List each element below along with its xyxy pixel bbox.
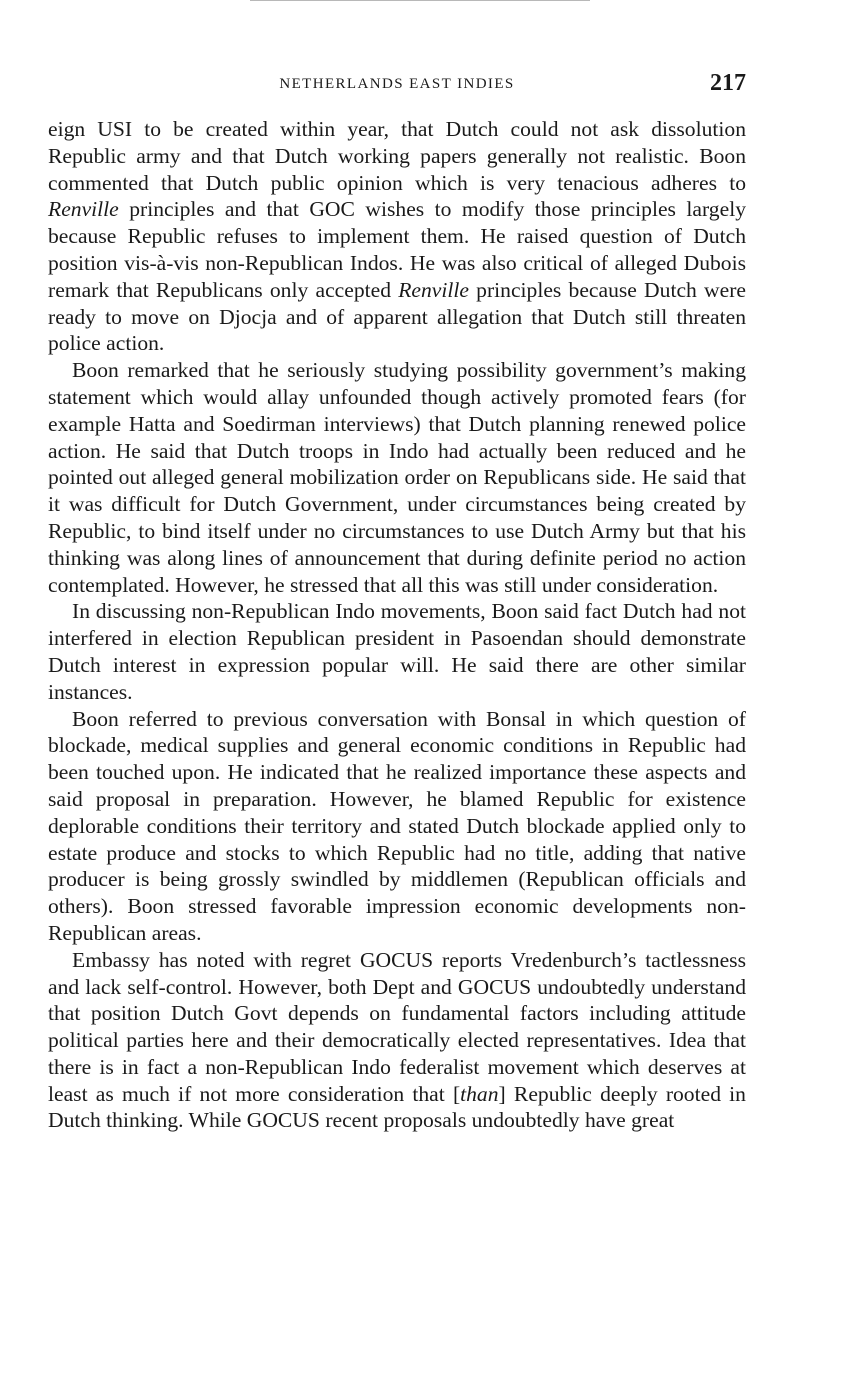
paragraph-text: ] Republic deeply rooted in Dutch thinking. While GOCUS recent proposals undoubtedly have great xyxy=(48,1081,746,1133)
paragraph xyxy=(48,116,746,357)
paragraph-text: In discussing non-Republican Indo movements, Boon said fact Dutch had not interfered in election Republican president in Pasoendan should demonstrate Dutch interest in expression popular will. He said there are other similar instances. xyxy=(48,599,746,704)
paragraph-text: Boon referred to previous conversation with Bonsal in which question of blockade, medical supplies and general economic conditions in Republic had been touched upon. He indicated that he realized importance these aspects and said proposal in preparation. However, he blamed Republic for existence deplorable conditions their territory and stated Dutch blockade applied only to estate produce and stocks to which Republic had no title, adding that native producer is being grossly swindled by middlemen (Republican officials and others). Boon stressed favorable impression economic developments non-Republican areas. xyxy=(48,706,746,945)
paragraph-text: eign USI to be created within year, that Dutch could not ask dissolution Republic army and that Dutch working papers generally not realistic. Boon commented that Dutch public opinion which is very tenacious adheres to xyxy=(48,117,746,195)
paragraph xyxy=(48,947,746,1135)
page-number: 217 xyxy=(710,70,746,96)
paragraph xyxy=(48,706,746,947)
paragraph-text: Boon remarked that he seriously studying possibility government’s making statement which would allay unfounded though actively promoted fears (for example Hatta and Soedirman interviews) that Dutch planning renewed police action. He said that Dutch troops in Indo had actually been reduced and he pointed out alleged general mobilization order on Republicans side. He said that it was difficult for Dutch Government, under circumstances being created by Republic, to bind itself under no circumstances to use Dutch Army but that his thinking was along lines of announcement that during definite period no action contemplated. However, he stressed that all this was still under consideration. xyxy=(48,358,746,597)
page-header xyxy=(48,70,746,100)
paragraph-text: principles because Dutch were ready to move on Djocja and of apparent allegation that Dutch still threaten police action. xyxy=(48,277,746,356)
paragraph-text: principles and that GOC wishes to modify those principles largely because Republic refuses to implement them. He raised question of Dutch position vis-à-vis non-Republican Indos. He was also critical of alleged Dubois remark that Republicans only accepted xyxy=(48,197,746,302)
paragraph xyxy=(48,598,746,705)
body-text xyxy=(48,116,746,1134)
italic-text: Renville xyxy=(398,277,469,302)
italic-text: than xyxy=(460,1081,499,1106)
italic-text: Renville xyxy=(48,197,119,222)
running-title: NETHERLANDS EAST INDIES xyxy=(279,76,515,92)
top-rule xyxy=(250,0,590,1)
paragraph xyxy=(48,357,746,598)
paragraph-text: Embassy has noted with regret GOCUS reports Vredenburch’s tactlessness and lack self-control. However, both Dept and GOCUS undoubtedly understand that position Dutch Govt depends on fundamental factors including attitude political parties here and their democratically elected representatives. Idea that there is in fact a non-Republican Indo federalist movement which deserves at least as much if not more consideration that [ xyxy=(48,947,746,1106)
